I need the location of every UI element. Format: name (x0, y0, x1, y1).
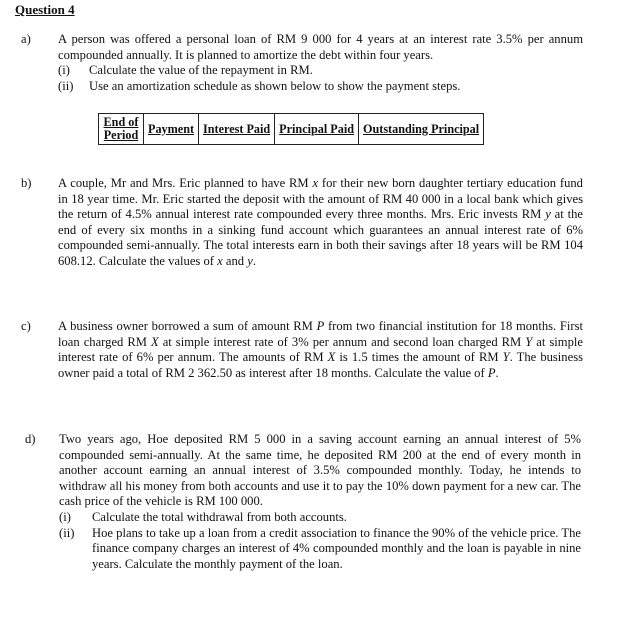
question-label: a) (21, 32, 31, 46)
sub-question-number: (i) (59, 509, 71, 524)
question-text: A business owner borrowed a sum of amount RM P from two financial institution for 18 months. First loan charged RM X at simple interest rate of 3% per annum and second loan charged RM Y at simple interest rate of 6% per annum. The amounts of RM X is 1.5 times the amount of RM Y. The business owner paid a total of RM 2 362.50 as interest after 18 months. Calculate the value of P. (58, 319, 583, 380)
sub-question-text: Calculate the total withdrawal from both accounts. (92, 509, 347, 524)
question-label: d) (25, 432, 36, 446)
col-interest-paid: Interest Paid (199, 114, 275, 145)
col-payment: Payment (144, 114, 199, 145)
sub-question (58, 63, 583, 79)
col-end-of-period: End of Period (99, 114, 144, 145)
col-outstanding-principal: Outstanding Principal (359, 114, 484, 145)
amortization-table (98, 113, 484, 145)
question-label: c) (21, 319, 31, 333)
sub-question-text: Calculate the value of the repayment in RM. (89, 63, 313, 78)
table-header-row (99, 114, 484, 145)
question-body (58, 176, 583, 270)
col-principal-paid: Principal Paid (275, 114, 359, 145)
sub-question-number: (i) (58, 63, 70, 78)
sub-question-number: (ii) (59, 525, 75, 540)
question-label: b) (21, 176, 32, 190)
question-text: A couple, Mr and Mrs. Eric planned to have RM x for their new born daughter tertiary education fund in 18 year time. Mr. Eric started the deposit with the amount of RM 40 000 in a local bank which gives the return of 4.5% annual interest rate compounded every three months. Mrs. Eric invests RM y at the end of every six months in a sinking fund account which guarantees an annual interest rate of 6% compounded semi-annually. The total interests earn in both their savings after 18 years will be RM 104 608.12. Calculate the values of x and y. (58, 176, 583, 268)
sub-question (58, 79, 583, 95)
question-text: A person was offered a personal loan of RM 9 000 for 4 years at an interest rate 3.5% per annum compounded annually. It is planned to amortize the debt within four years. (58, 32, 583, 62)
sub-question (59, 510, 581, 526)
sub-question-text: Use an amortization schedule as shown below to show the payment steps. (89, 78, 461, 93)
question-heading: Question 4 (15, 2, 75, 17)
sub-question-number: (ii) (58, 78, 74, 93)
question-body (59, 432, 581, 572)
question-body (58, 32, 583, 94)
sub-question (59, 526, 581, 573)
question-body (58, 319, 583, 381)
question-text: Two years ago, Hoe deposited RM 5 000 in a saving account earning an annual interest of 5% compounded semi-annually. At the same time, he deposited RM 200 at the end of every month in another account earning an annual interest of 3.5% compounded monthly. Today, he intends to withdraw all his money from both accounts and use it to pay the 10% down payment for a new car. The cash price of the vehicle is RM 100 000. (59, 432, 581, 509)
sub-question-text: Hoe plans to take up a loan from a credit association to finance the 90% of the vehicle price. The finance company charges an interest of 4% compounded monthly and the loan is payable in nine years. Calculate the monthly payment of the loan. (92, 525, 581, 571)
